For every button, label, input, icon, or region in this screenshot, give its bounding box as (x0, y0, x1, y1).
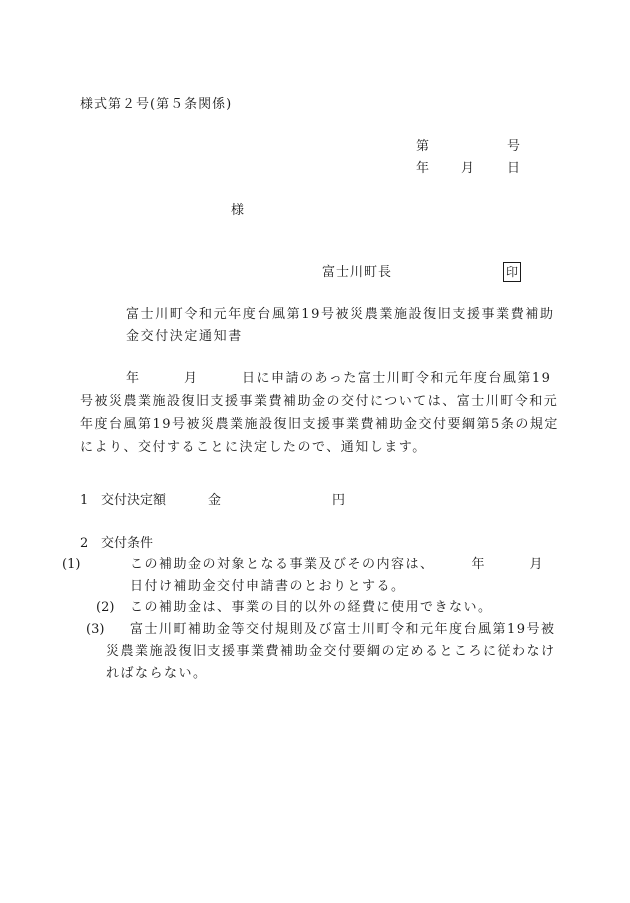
condition-number: (3) (86, 622, 105, 637)
document-number-suffix: 号 (507, 139, 521, 154)
amount-suffix: 円 (332, 493, 346, 508)
condition-item-3 (86, 619, 556, 685)
date-year-label: 年 (416, 161, 430, 176)
sender-name: 富士川町長 (322, 265, 393, 280)
section-2-label: 交付条件 (101, 536, 154, 551)
amount-prefix: 金 (208, 493, 222, 508)
seal-stamp-box: 印 (503, 262, 521, 282)
document-title: 富士川町令和元年度台風第19号被災農業施設復旧支援事業費補助金交付決定通知書 (126, 307, 555, 344)
condition-item-1 (62, 554, 556, 598)
section-1-number: 1 (80, 493, 89, 508)
condition-number: (2) (96, 600, 115, 615)
section-2-number: 2 (80, 536, 89, 551)
section-1-label: 交付決定額 (101, 493, 167, 508)
condition-number: (1) (62, 557, 81, 572)
condition-text: この補助金は、事業の目的以外の経費に使用できない。 (130, 600, 493, 615)
condition-text: 富士川町補助金等交付規則及び富士川町令和元年度台風第19号被災農業施設復旧支援事業費補助金交付要綱の定めるところに従わなければならない。 (106, 622, 556, 681)
body-paragraph: 年 月 日に申請のあった富士川町令和元年度台風第19号被災農業施設復旧支援事業費補助金の交付については、富士川町令和元年度台風第19号被災農業施設復旧支援事業費補助金交付要綱第5条の規定により、交付することに決定したので、通知します。 (80, 371, 559, 455)
date-day-label: 日 (507, 161, 521, 176)
document-number-prefix: 第 (416, 139, 430, 154)
date-month-label: 月 (461, 161, 475, 176)
condition-item-2 (96, 597, 556, 619)
condition-text: この補助金の対象となる事業及びその内容は、 年 月日付け補助金交付申請書のとおりとする。 (130, 557, 545, 594)
addressee-honorific: 様 (231, 203, 245, 218)
form-number: 様式第２号(第５条関係) (80, 97, 233, 112)
